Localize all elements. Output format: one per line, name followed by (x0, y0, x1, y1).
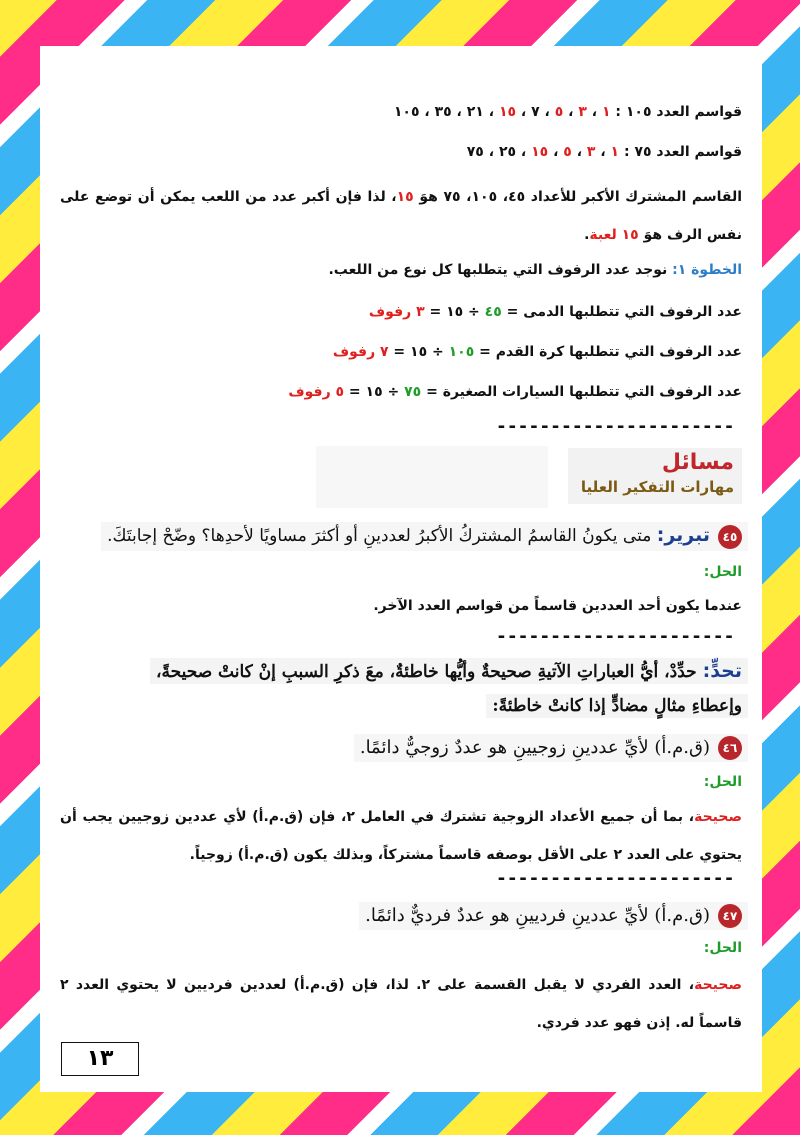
shelves-text: عدد الرفوف التي تتطلبها السيارات الصغيرة = (421, 384, 742, 400)
divisor: ٥ (554, 104, 564, 120)
gcf-text: القاسم المشترك الأكبر للأعداد ٤٥، ١٠٥، ٧٥ هوَ (413, 189, 742, 205)
divisor: ١ (610, 144, 620, 160)
shelves-line (60, 344, 742, 360)
section-title: مسائل (661, 450, 734, 475)
solution-label: الحل: (703, 564, 742, 580)
shelves-line (60, 304, 742, 320)
divisor: ١٥ (531, 144, 549, 160)
gcf-end: . (584, 227, 590, 243)
verdict: صحيحة (694, 977, 742, 993)
step-1-label: الخطوة ١: (672, 262, 742, 278)
question-text: (ق.م.أ) لأيِّ عددينِ فرديينِ هو عددٌ فرديٌّ دائمًا. (365, 905, 710, 926)
divisor: ٥ (563, 144, 572, 160)
divisors-75-line: قواسم العدد ٧٥ : ١ ، ٣ ، ٥ ، ١٥ ، ٢٥ ، ٧٥ (466, 144, 742, 160)
shelves-num: ٧٥ (404, 384, 422, 400)
header-blank-area (316, 446, 548, 508)
challenge-line-2: وإعطاءِ مثالٍ مضادٍّ إذا كانتْ خاطئةً: (486, 694, 748, 718)
worksheet-page (40, 46, 762, 1092)
shelves-op: ÷ ١٥ = (344, 384, 405, 400)
answer-text (60, 966, 742, 1042)
divisors-105-label: قواسم العدد ١٠٥ : (615, 104, 742, 120)
divisor: ٧ (531, 104, 540, 120)
question-46 (354, 734, 748, 762)
divisors-rest: ٢١ ، ٣٥ ، ١٠٥ (393, 104, 484, 120)
question-text: متى يكونُ القاسمُ المشتركُ الأكبرُ لعددينِ أو أكثرَ مساويًا لأحدِها؟ وضّحْ إجابتَكَ. (107, 526, 657, 546)
challenge-text: حدِّدْ، أيُّ العباراتِ الآتيةِ صحيحةٌ وأيُّها خاطئةٌ، معَ ذكرِ السببِ إنْ كانتْ صحيحةً، (156, 662, 703, 682)
section-header (568, 448, 742, 504)
question-text: (ق.م.أ) لأيِّ عددينِ زوجيينِ هو عددٌ زوجيٌّ دائمًا. (359, 737, 710, 758)
question-45 (101, 522, 748, 551)
separator: ---------------------- (496, 416, 735, 437)
answer-body: ، العدد الفردي لا يقبل القسمة على ٢. لذا، فإن (ق.م.أ) لعددين فرديين لا يحتوي العدد ٢ قاسماً له. إذن فهو عدد فردي. (60, 977, 742, 1031)
step-1-text: نوجد عدد الرفوف التي يتطلبها كل نوع من اللعب. (328, 262, 673, 278)
question-47 (359, 902, 748, 930)
gcf-answer: ١٥ لعبة (589, 227, 639, 243)
divisors-105-line: قواسم العدد ١٠٥ : ١ ، ٣ ، ٥ ، ٧ ، ١٥ ، ٢١ ، ٣٥ ، ١٠٥ (393, 104, 742, 120)
step-1-line (60, 262, 742, 278)
answer-body: ، بما أن جميع الأعداد الزوجية تشترك في العامل ٢، فإن (ق.م.أ) لأي عددين زوجيين يجب أن يحتوي على العدد ٢ على الأقل بوصفه قاسماً مشتركاً، وبذلك يكون (ق.م.أ) زوجياً. (60, 809, 742, 863)
shelves-result: ٧ رفوف (332, 344, 389, 360)
question-number-badge: ٤٥ (718, 525, 742, 549)
gcf-value: ١٥ (396, 189, 414, 205)
separator: ---------------------- (496, 626, 735, 647)
page-number: ١٣ (61, 1042, 139, 1076)
divisor: ١ (601, 104, 611, 120)
divisor: ٣ (578, 104, 587, 120)
shelves-num: ٤٥ (484, 304, 502, 320)
divisor: ١٥ (498, 104, 517, 120)
divisors-75-label: قواسم العدد ٧٥ : (623, 144, 742, 160)
shelves-text: عدد الرفوف التي تتطلبها كرة القدم = (474, 344, 742, 360)
solution-label: الحل: (703, 774, 742, 790)
answer-text: عندما يكون أحد العددين قاسماً من قواسم العدد الآخر. (373, 598, 742, 614)
shelves-line (60, 384, 742, 400)
answer-text (60, 798, 742, 874)
divisor: ٣ (586, 144, 596, 160)
question-number-badge: ٤٧ (718, 904, 742, 928)
shelves-op: ÷ ١٥ = (388, 344, 449, 360)
question-number-badge: ٤٦ (718, 736, 742, 760)
question-label: تبرير: (656, 524, 710, 546)
separator: ---------------------- (496, 868, 735, 889)
gcf-text-2: ، لذا فإن أكبر عدد من اللعب يمكن أن توضع على نفس الرف هوَ (60, 189, 742, 243)
section-subtitle: مهارات التفكير العليا (580, 478, 734, 496)
divisors-rest: ٢٥ ، ٧٥ (466, 144, 517, 160)
shelves-num: ١٠٥ (448, 344, 475, 360)
challenge-label: تحدٍّ: (702, 660, 742, 682)
solution-label: الحل: (703, 940, 742, 956)
gcf-paragraph (60, 178, 742, 254)
challenge-line-1 (150, 658, 748, 684)
shelves-result: ٥ رفوف (288, 384, 345, 400)
shelves-text: عدد الرفوف التي تتطلبها الدمى = (501, 304, 742, 320)
shelves-op: ÷ ١٥ = (424, 304, 485, 320)
shelves-result: ٣ رفوف (368, 304, 425, 320)
verdict: صحيحة (694, 809, 742, 825)
